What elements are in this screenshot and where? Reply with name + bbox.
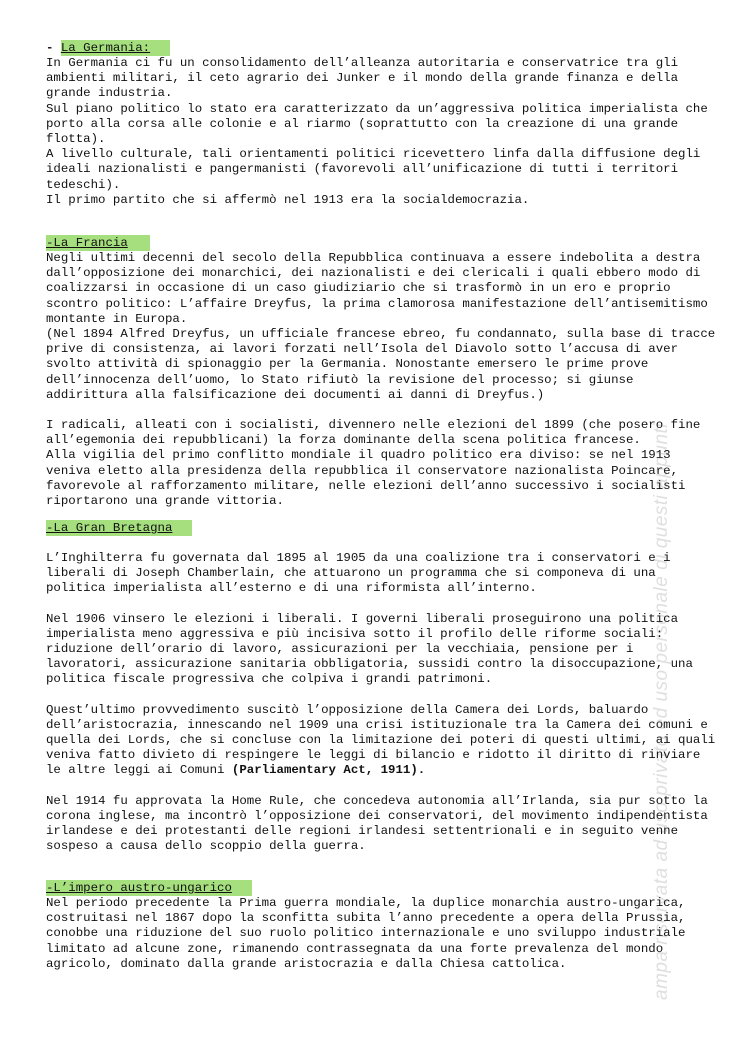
paragraph-text: Quest’ultimo provvedimento suscitò l’opposizione della Camera dei Lords, baluardo dell’aristocrazia, innescando nel 1909 una crisi istituzionale tra la Camera dei comuni e quella dei Lords, che si concluse con la limitazione dei poteri di questi ultimi, ai quali veniva fatto divieto di respingere le leggi di bilancio e ridotto il diritto di rinviare le altre leggi ai Comuni — [46, 702, 716, 778]
paragraph-bold-reference: (Parliamentary Act, 1911). — [231, 763, 426, 778]
section-heading — [46, 880, 726, 896]
paragraph: In Germania ci fu un consolidamento dell’alleanza autoritaria e conservatrice tra gli ambienti militari, il ceto agrario dei Junker e il mondo della grande finanza e della grande industria. Sul piano politico lo stato era caratterizzato da un’aggressiva politica imperialista che porto alla corsa alle colonie e al riarmo (soprattutto con la creazione di una grande flotta). A livello culturale, tali orientamenti politici ricevettero linfa dalla diffusione degli ideali nazionalisti e pangermanisti (favorevoli all’unificazione di tutti i territori tedeschi). Il primo partito che si affermò nel 1913 era la socialdemocrazia. — [46, 56, 708, 207]
section-francia — [46, 235, 726, 509]
section-heading — [46, 40, 726, 56]
watermark-text: ampa riservata ad uso privato ed uso personale di questi appunti — [651, 422, 672, 1000]
section-gran-bretagna — [46, 520, 726, 854]
paragraph — [46, 703, 726, 779]
heading-gran-bretagna: -La Gran Bretagna — [46, 520, 192, 536]
paragraph: I radicali, alleati con i socialisti, divennero nelle elezioni del 1899 (che posero fine all’egemonia dei repubblicani) la forza dominante della scena politica francese. Alla vigilia del primo conflitto mondiale il quadro politico era diviso: se nel 1913 veniva eletto alla presidenza della repubblica il conservatore nazionalista Poincare, favorevole al rafforzamento militare, nelle elezioni dell’anno successivo i socialisti riportarono una grande vittoria. — [46, 418, 701, 509]
section-germania — [46, 40, 726, 208]
paragraph: Nel 1906 vinsero le elezioni i liberali. I governi liberali proseguirono una politica imperialista meno aggressiva e più incisiva sotto il profilo delle riforme sociali: riduzione dell’orario di lavoro, assicurazioni per la vecchiaia, pensione per i lavoratori, assicurazione sanitaria obbligatoria, sussidi contro la disoccupazione, una politica fiscale progressiva che colpiva i grandi patrimoni. — [46, 611, 693, 687]
section-heading — [46, 235, 726, 251]
paragraph: Nel periodo precedente la Prima guerra mondiale, la duplice monarchia austro-ungarica, costruitasi nel 1867 dopo la sconfitta subita l’anno precedente a opera della Prussia, conobbe una riduzione del suo ruolo politico internazionale e uno sviluppo industriale limitato ad alcune zone, rimanendo contrassegnata da una forte prevalenza del mondo agricolo, dominato dalla grande aristocrazia e dalla Chiesa cattolica. — [46, 896, 686, 971]
section-austro-ungarico — [46, 880, 726, 972]
paragraph: Nel 1914 fu approvata la Home Rule, che concedeva autonomia all’Irlanda, sia pur sotto la corona inglese, ma incontrò l’opposizione dei conservatori, del movimento indipendentista irlandese e dei protestanti delle regioni irlandesi settentrionali e in seguito venne sospeso a causa dello scoppio della guerra. — [46, 793, 708, 854]
heading-austro-ungarico: -L’impero austro-ungarico — [46, 880, 252, 896]
paragraph: Negli ultimi decenni del secolo della Repubblica continuava a essere indebolita a destra dall’opposizione dei monarchici, dei nazionalisti e dei clericali i quali ebbero modo di coalizzarsi in occasione di un caso giudiziario che si trasformò in un ero e proprio scontro politico: L’affaire Dreyfus, la prima clamorosa manifestazione dell’antisemitismo montante in Europa. (Nel 1894 Alfred Dreyfus, un ufficiale francese ebreo, fu condannato, sulla base di tracce prive di consistenza, ai lavori forzati nell’Isola del Diavolo sotto l’accusa di aver svolto attività di spionaggio per la Germania. Nonostante emersero le prime prove dell’innocenza dell’uomo, lo Stato rifiutò la revisione del processo; si giunse addirittura alla falsificazione dei documenti ai danni di Dreyfus.) — [46, 251, 716, 402]
heading-dash: - — [46, 41, 61, 55]
heading-francia: -La Francia — [46, 235, 150, 251]
section-heading — [46, 520, 726, 536]
heading-germania: La Germania: — [61, 40, 170, 56]
paragraph: L’Inghilterra fu governata dal 1895 al 1905 da una coalizione tra i conservatori e i liberali di Joseph Chamberlain, che attuarono un programma che si componeva di una politica imperialista all’esterno e di una riformista all’interno. — [46, 551, 671, 596]
